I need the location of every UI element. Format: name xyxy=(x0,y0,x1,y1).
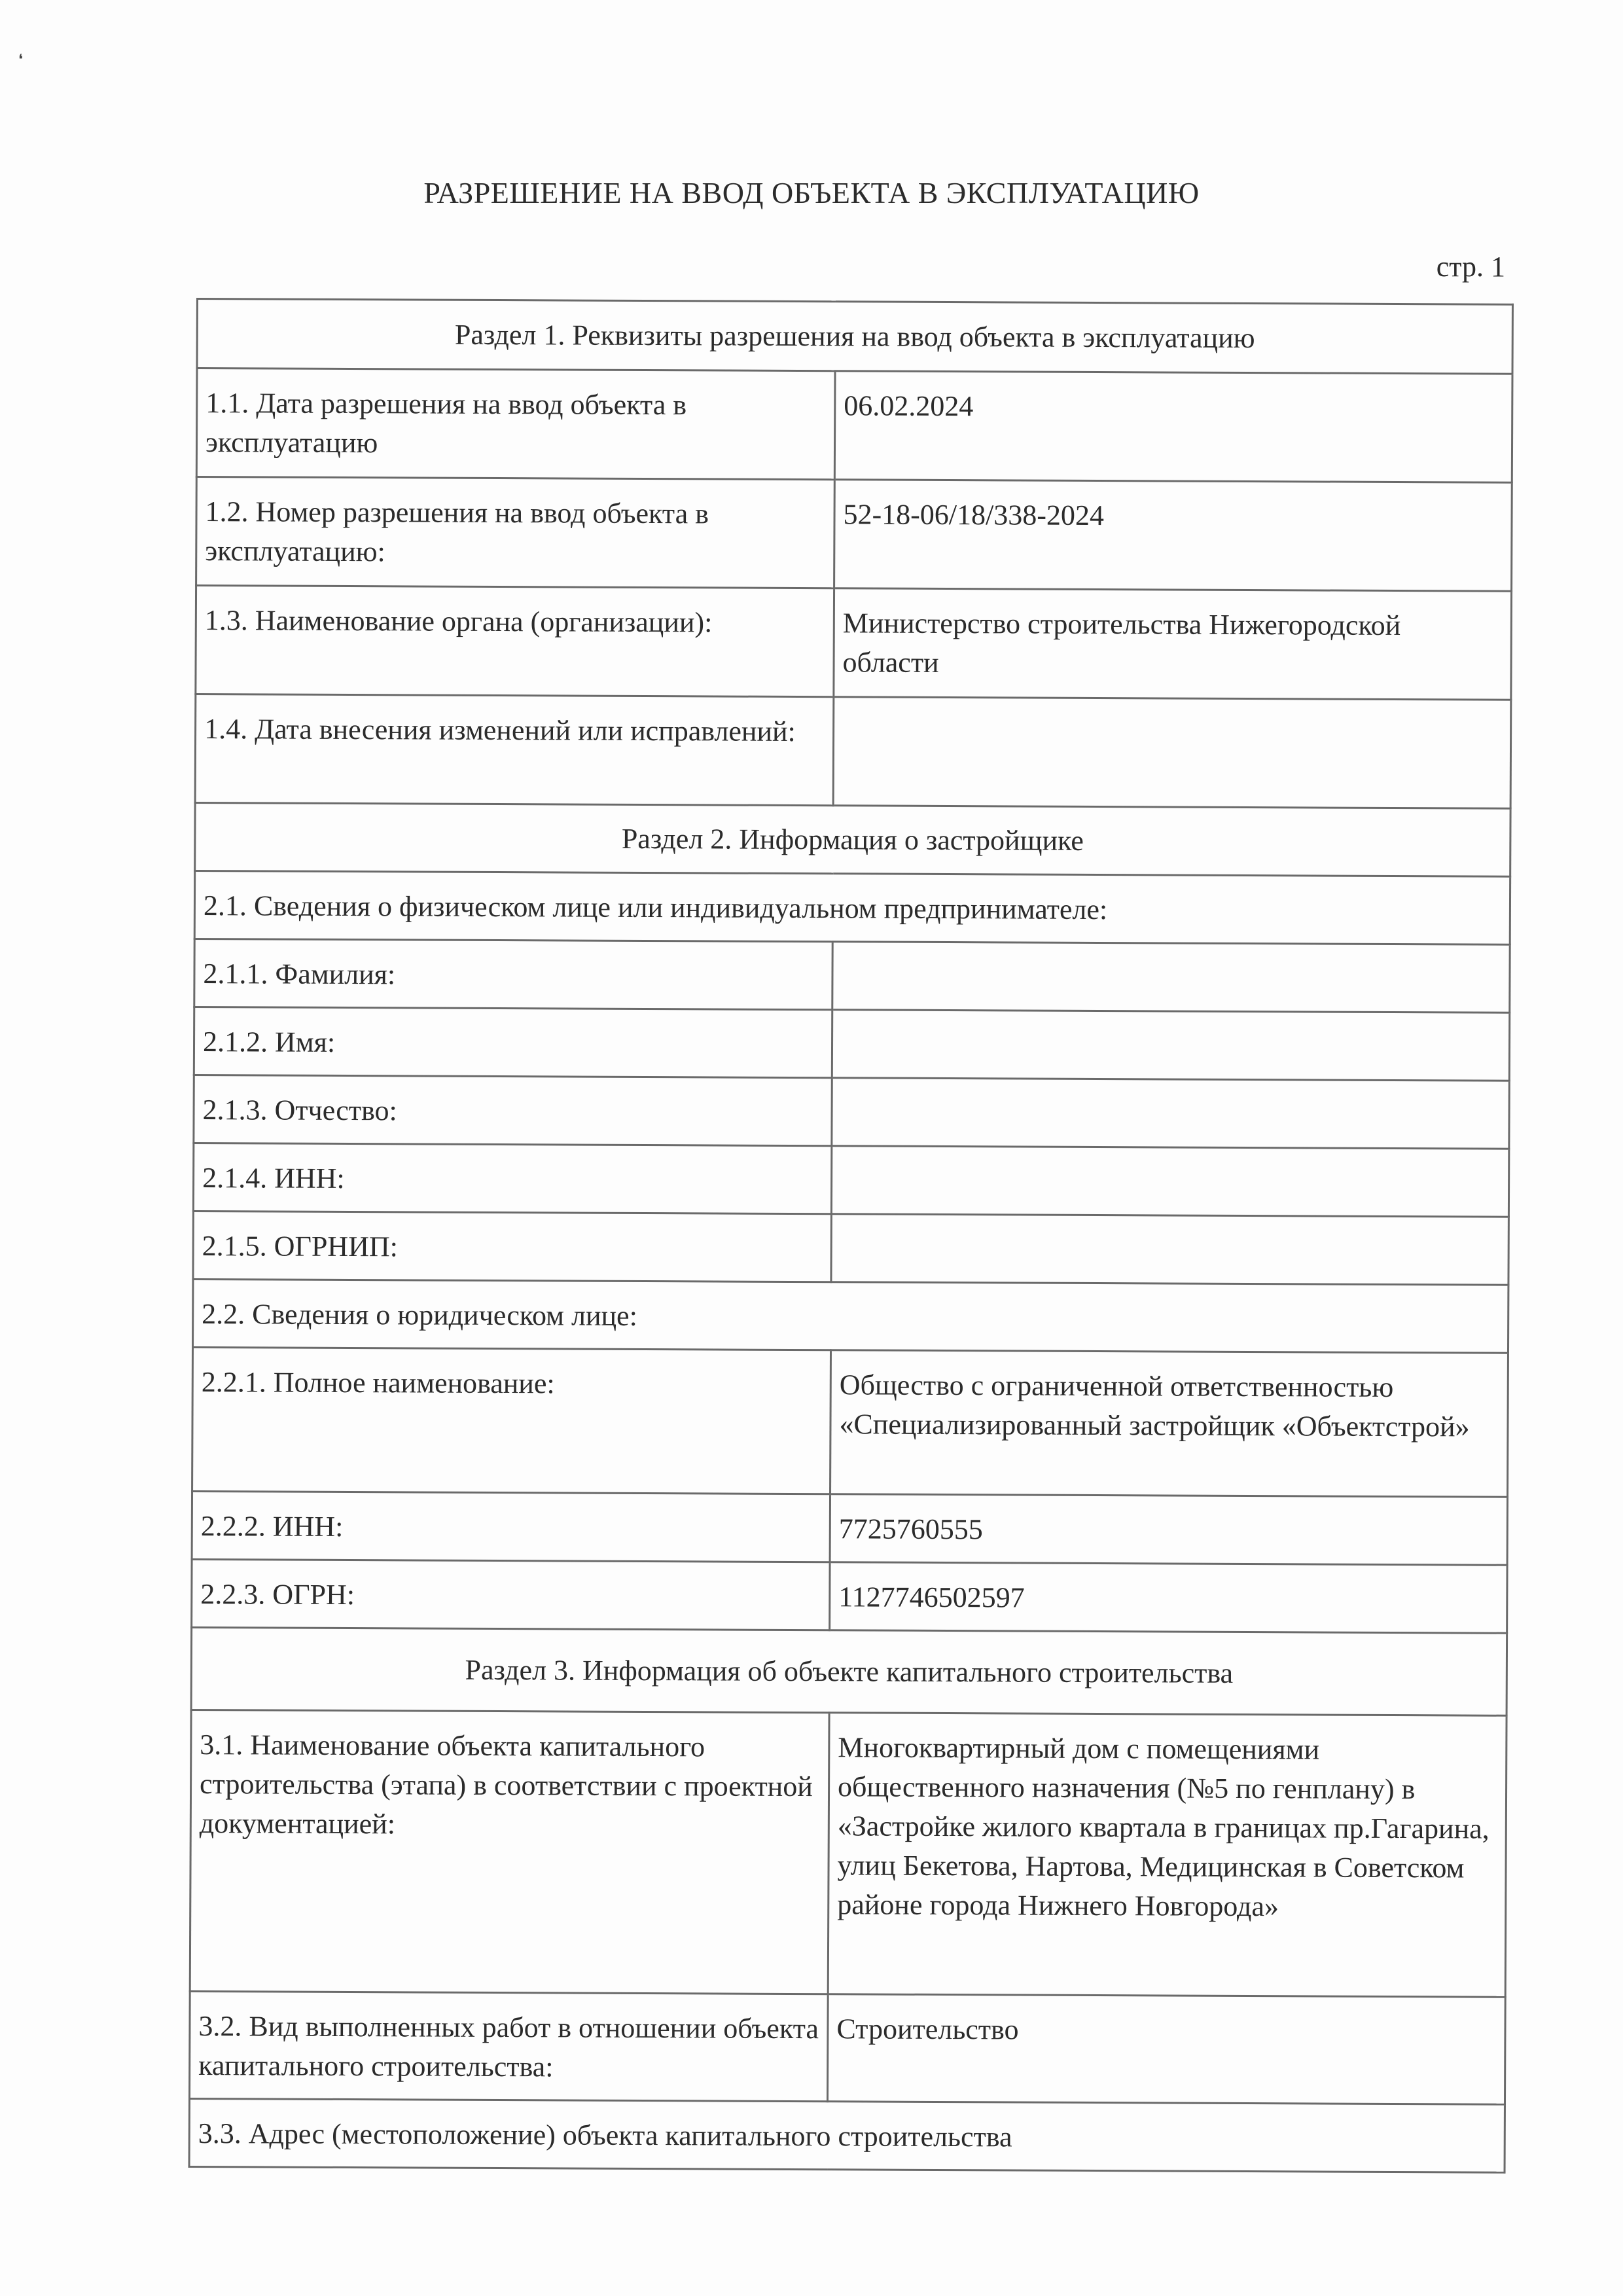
subsection-row xyxy=(194,870,1510,944)
section-2-header: Раздел 2. Информация о застройщике xyxy=(195,802,1510,876)
field-label: 1.1. Дата разрешения на ввод объекта в эксплуатацию xyxy=(196,368,835,480)
field-label: 2.2.3. ОГРН: xyxy=(192,1559,830,1630)
permit-form-table xyxy=(188,298,1514,2174)
table-row xyxy=(196,477,1512,592)
field-label: 2.1.5. ОГРНИП: xyxy=(193,1211,831,1282)
object-name-value: Многоквартирный дом с помещениями общественного назначения (№5 по генплану) в «Застройке жилого квартала в границах пр.Гагарина, улиц Бекетова, Нартова, Медицинская в Советском районе города Нижнего Новгорода» xyxy=(828,1713,1507,1998)
issuing-authority-value: Министерство строительства Нижегородской области xyxy=(834,588,1512,700)
first-name-value xyxy=(832,1010,1509,1081)
table-row xyxy=(192,1559,1507,1633)
table-row xyxy=(193,1143,1508,1217)
page-number: стр. 1 xyxy=(1436,251,1505,283)
amendment-date-value xyxy=(833,697,1511,809)
permit-date-value: 06.02.2024 xyxy=(834,371,1512,483)
table-row xyxy=(194,1075,1509,1149)
field-label: 3.2. Вид выполненных работ в отношении объекта капитального строительства: xyxy=(189,1991,828,2101)
field-label: 2.1.1. Фамилия: xyxy=(194,939,832,1009)
field-label: 1.4. Дата внесения изменений или исправлений: xyxy=(195,694,834,806)
section-1-header-row xyxy=(197,299,1512,374)
table-row xyxy=(194,939,1510,1013)
field-label: 1.2. Номер разрешения на ввод объекта в эксплуатацию: xyxy=(196,477,835,588)
section-1-header: Раздел 1. Реквизиты разрешения на ввод объекта в эксплуатацию xyxy=(197,299,1512,374)
scan-artifact: ❛ xyxy=(18,51,24,67)
field-label: 2.1.2. Имя: xyxy=(194,1007,832,1077)
table-row xyxy=(196,368,1512,483)
surname-value xyxy=(832,942,1510,1013)
table-row xyxy=(195,694,1511,809)
field-label: 2.2.2. ИНН: xyxy=(192,1491,830,1562)
field-label: 3.1. Наименование объекта капитального строительства (этапа) в соответствии с проектной документацией: xyxy=(190,1710,829,1994)
object-address-header: 3.3. Адрес (местоположение) объекта капитального строительства xyxy=(189,2098,1505,2172)
table-row xyxy=(193,1211,1508,1285)
field-label: 2.2.1. Полное наименование: xyxy=(192,1347,831,1494)
individual-inn-value xyxy=(831,1146,1508,1217)
work-type-value: Строительство xyxy=(827,1994,1505,2105)
permit-number-value: 52-18-06/18/338-2024 xyxy=(834,480,1512,592)
section-2-header-row xyxy=(195,802,1510,876)
table-row xyxy=(192,1491,1507,1565)
field-label: 2.1.4. ИНН: xyxy=(193,1143,831,1213)
patronymic-value xyxy=(832,1078,1509,1149)
subsection-row xyxy=(189,2098,1505,2172)
company-name-value: Общество с ограниченной ответственностью «Специализированный застройщик «Объектстрой» xyxy=(830,1350,1508,1498)
table-row xyxy=(189,1991,1505,2104)
section-3-header-row xyxy=(191,1627,1507,1715)
table-row xyxy=(196,586,1512,700)
section-3-header: Раздел 3. Информация об объекте капитального строительства xyxy=(191,1627,1507,1715)
company-ogrn-value: 1127746502597 xyxy=(830,1562,1507,1634)
field-label: 1.3. Наименование органа (организации): xyxy=(196,586,834,697)
table-row xyxy=(192,1347,1508,1497)
table-row xyxy=(190,1710,1507,1997)
legal-entity-subsection-header: 2.2. Сведения о юридическом лице: xyxy=(193,1279,1508,1353)
document-title: РАЗРЕШЕНИЕ НА ВВОД ОБЪЕКТА В ЭКСПЛУАТАЦИЮ xyxy=(423,176,1200,209)
subsection-row xyxy=(193,1279,1508,1353)
field-label: 2.1.3. Отчество: xyxy=(194,1075,832,1145)
ogrnip-value xyxy=(831,1214,1508,1285)
company-inn-value: 7725760555 xyxy=(830,1494,1507,1566)
table-row xyxy=(194,1007,1509,1081)
individual-subsection-header: 2.1. Сведения о физическом лице или индивидуальном предпринимателе: xyxy=(194,870,1510,944)
